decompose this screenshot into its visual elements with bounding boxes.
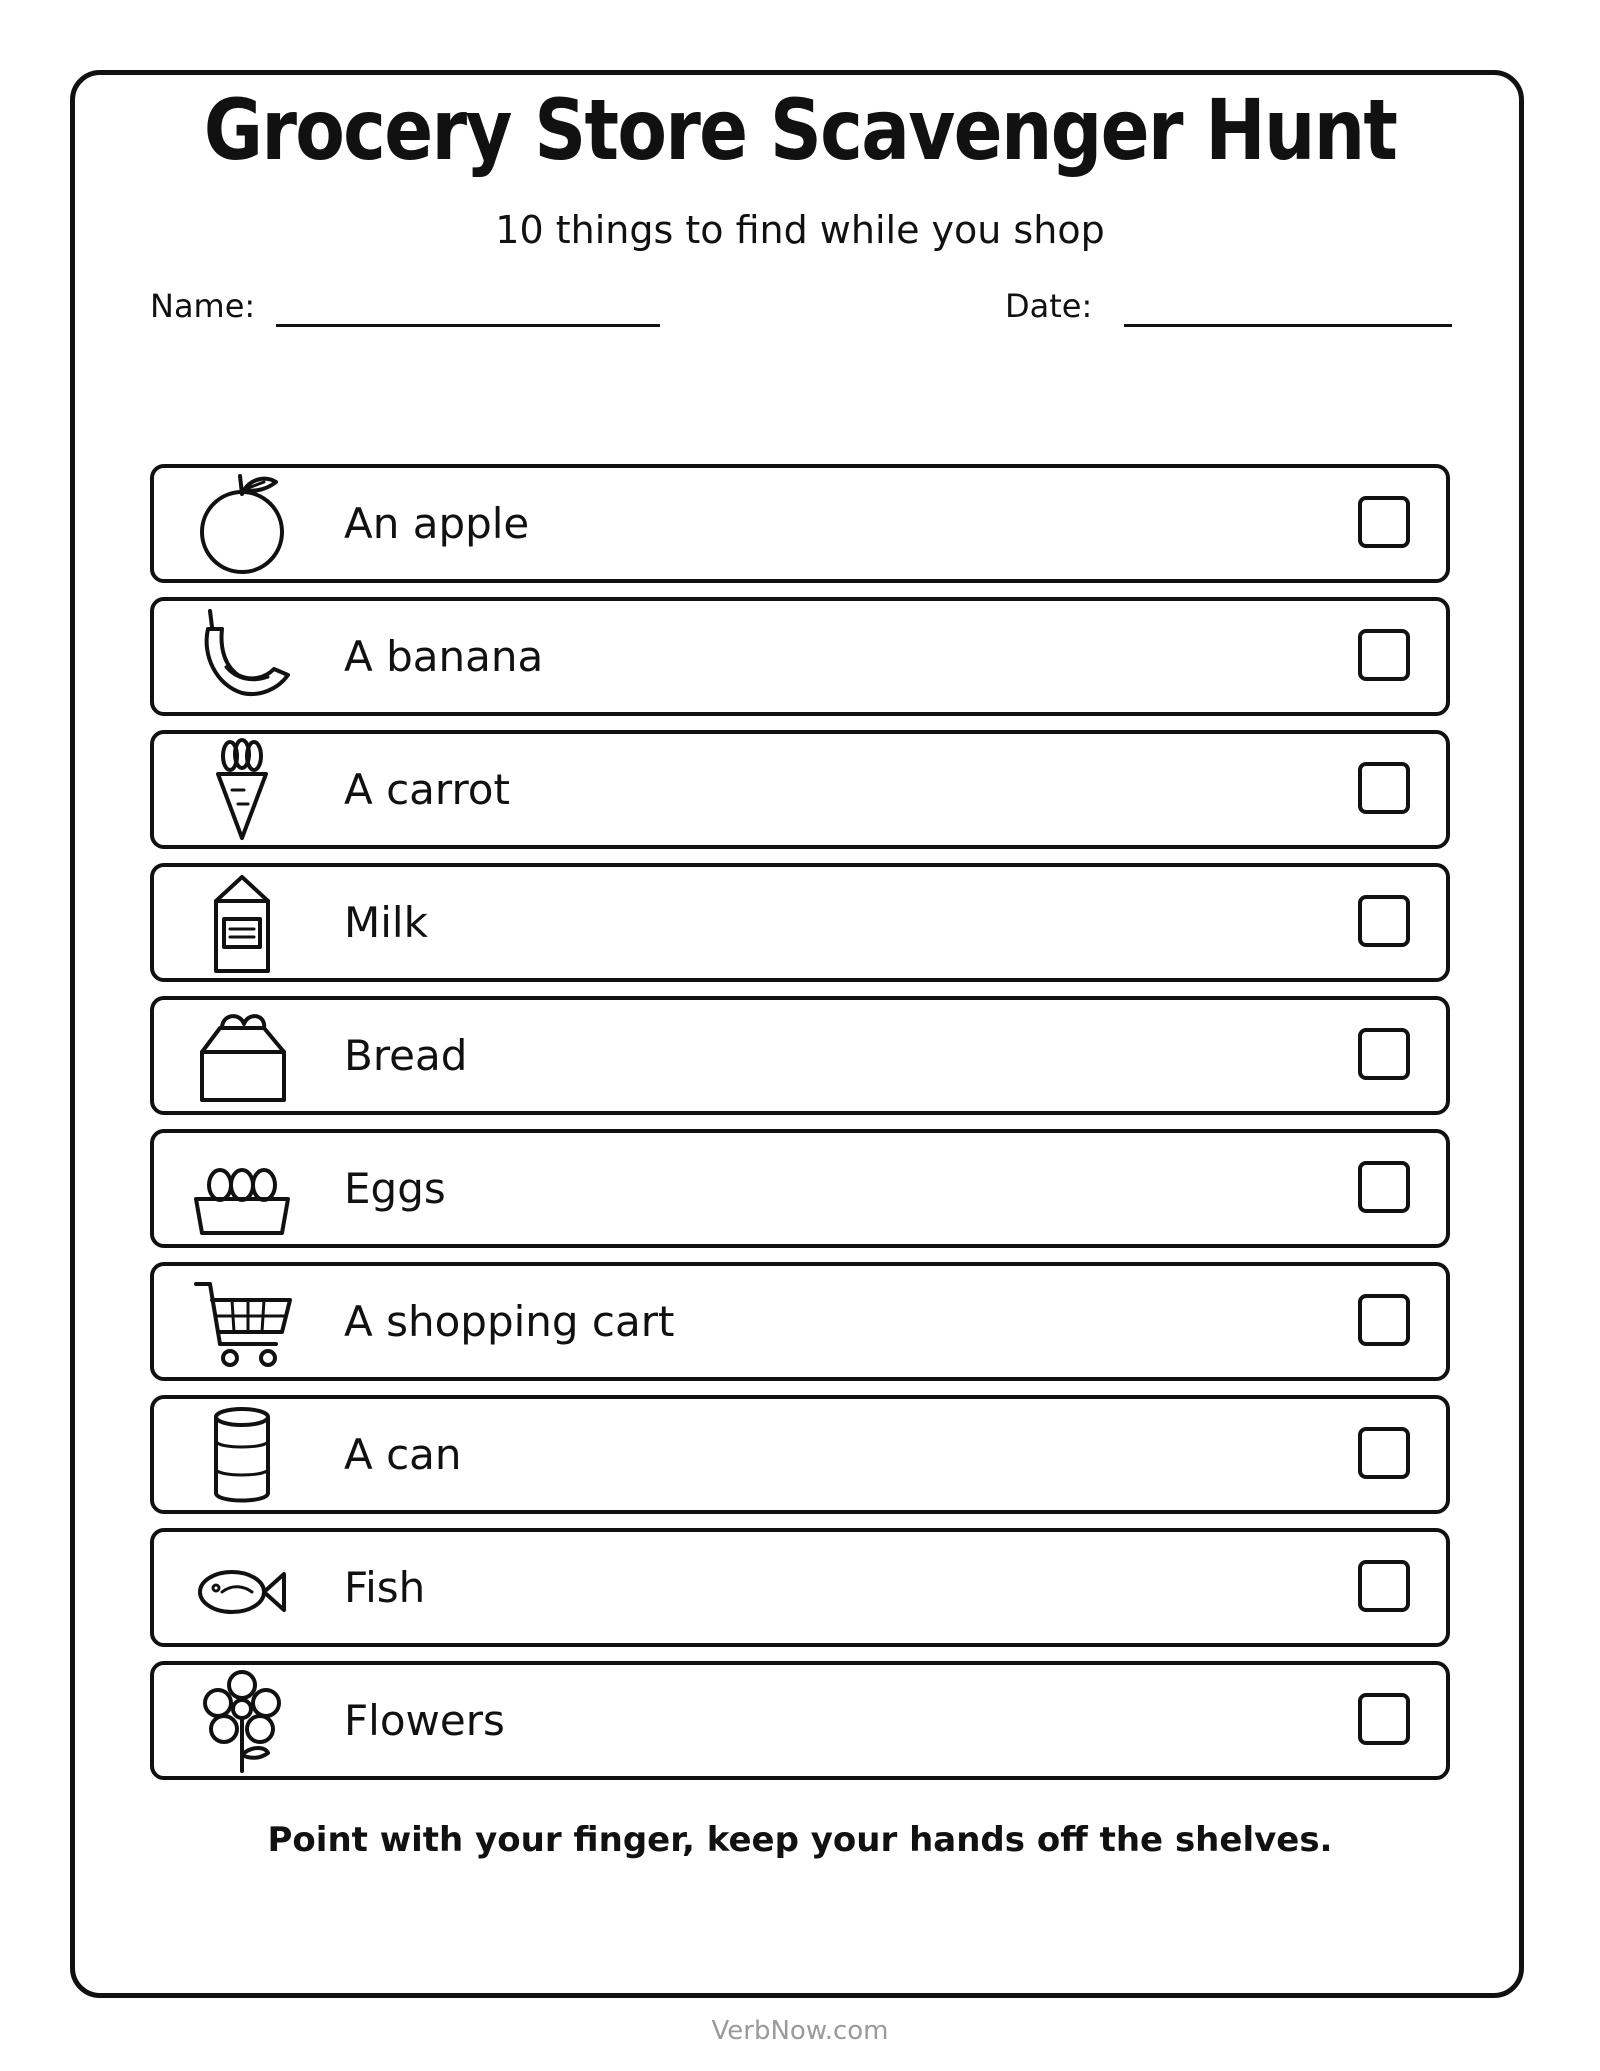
list-item <box>150 1528 1450 1647</box>
eggs-icon <box>192 1137 292 1241</box>
site-watermark: VerbNow.com <box>711 2016 889 2046</box>
date-label: Date: <box>1005 287 1093 325</box>
list-item <box>150 996 1450 1115</box>
item-label: A can <box>344 1430 462 1479</box>
carrot-icon <box>192 738 292 842</box>
checkbox[interactable] <box>1358 1693 1410 1745</box>
name-line[interactable] <box>276 324 660 327</box>
can-icon <box>192 1403 292 1507</box>
banana-icon <box>192 605 292 709</box>
checkbox[interactable] <box>1358 496 1410 548</box>
list-item <box>150 464 1450 583</box>
checkbox[interactable] <box>1358 1560 1410 1612</box>
list-item <box>150 863 1450 982</box>
apple-icon <box>192 472 292 576</box>
item-label: A shopping cart <box>344 1297 675 1346</box>
item-label: Flowers <box>344 1696 505 1745</box>
page-title: Grocery Store Scavenger Hunt <box>203 81 1397 179</box>
subtitle: 10 things to find while you shop <box>495 208 1105 252</box>
date-line[interactable] <box>1124 324 1452 327</box>
flower-icon <box>192 1669 292 1773</box>
item-label: Eggs <box>344 1164 446 1213</box>
item-label: Bread <box>344 1031 468 1080</box>
checkbox[interactable] <box>1358 629 1410 681</box>
checkbox[interactable] <box>1358 1294 1410 1346</box>
list-item <box>150 1661 1450 1780</box>
item-label: A banana <box>344 632 544 681</box>
bread-icon <box>192 1004 292 1108</box>
checkbox[interactable] <box>1358 1161 1410 1213</box>
shopping-cart-icon <box>192 1270 292 1374</box>
list-item <box>150 1129 1450 1248</box>
item-label: Fish <box>344 1563 426 1612</box>
name-label: Name: <box>150 287 256 325</box>
list-item <box>150 597 1450 716</box>
fish-icon <box>192 1536 292 1640</box>
item-label: Milk <box>344 898 428 947</box>
list-item <box>150 1395 1450 1514</box>
milk-carton-icon <box>192 871 292 975</box>
item-label: A carrot <box>344 765 510 814</box>
footer-note: Point with your finger, keep your hands off the shelves. <box>267 1820 1333 1860</box>
checkbox[interactable] <box>1358 895 1410 947</box>
list-item <box>150 730 1450 849</box>
list-item <box>150 1262 1450 1381</box>
checkbox[interactable] <box>1358 1427 1410 1479</box>
item-label: An apple <box>344 499 530 548</box>
checklist <box>150 464 1450 1794</box>
checkbox[interactable] <box>1358 1028 1410 1080</box>
checkbox[interactable] <box>1358 762 1410 814</box>
